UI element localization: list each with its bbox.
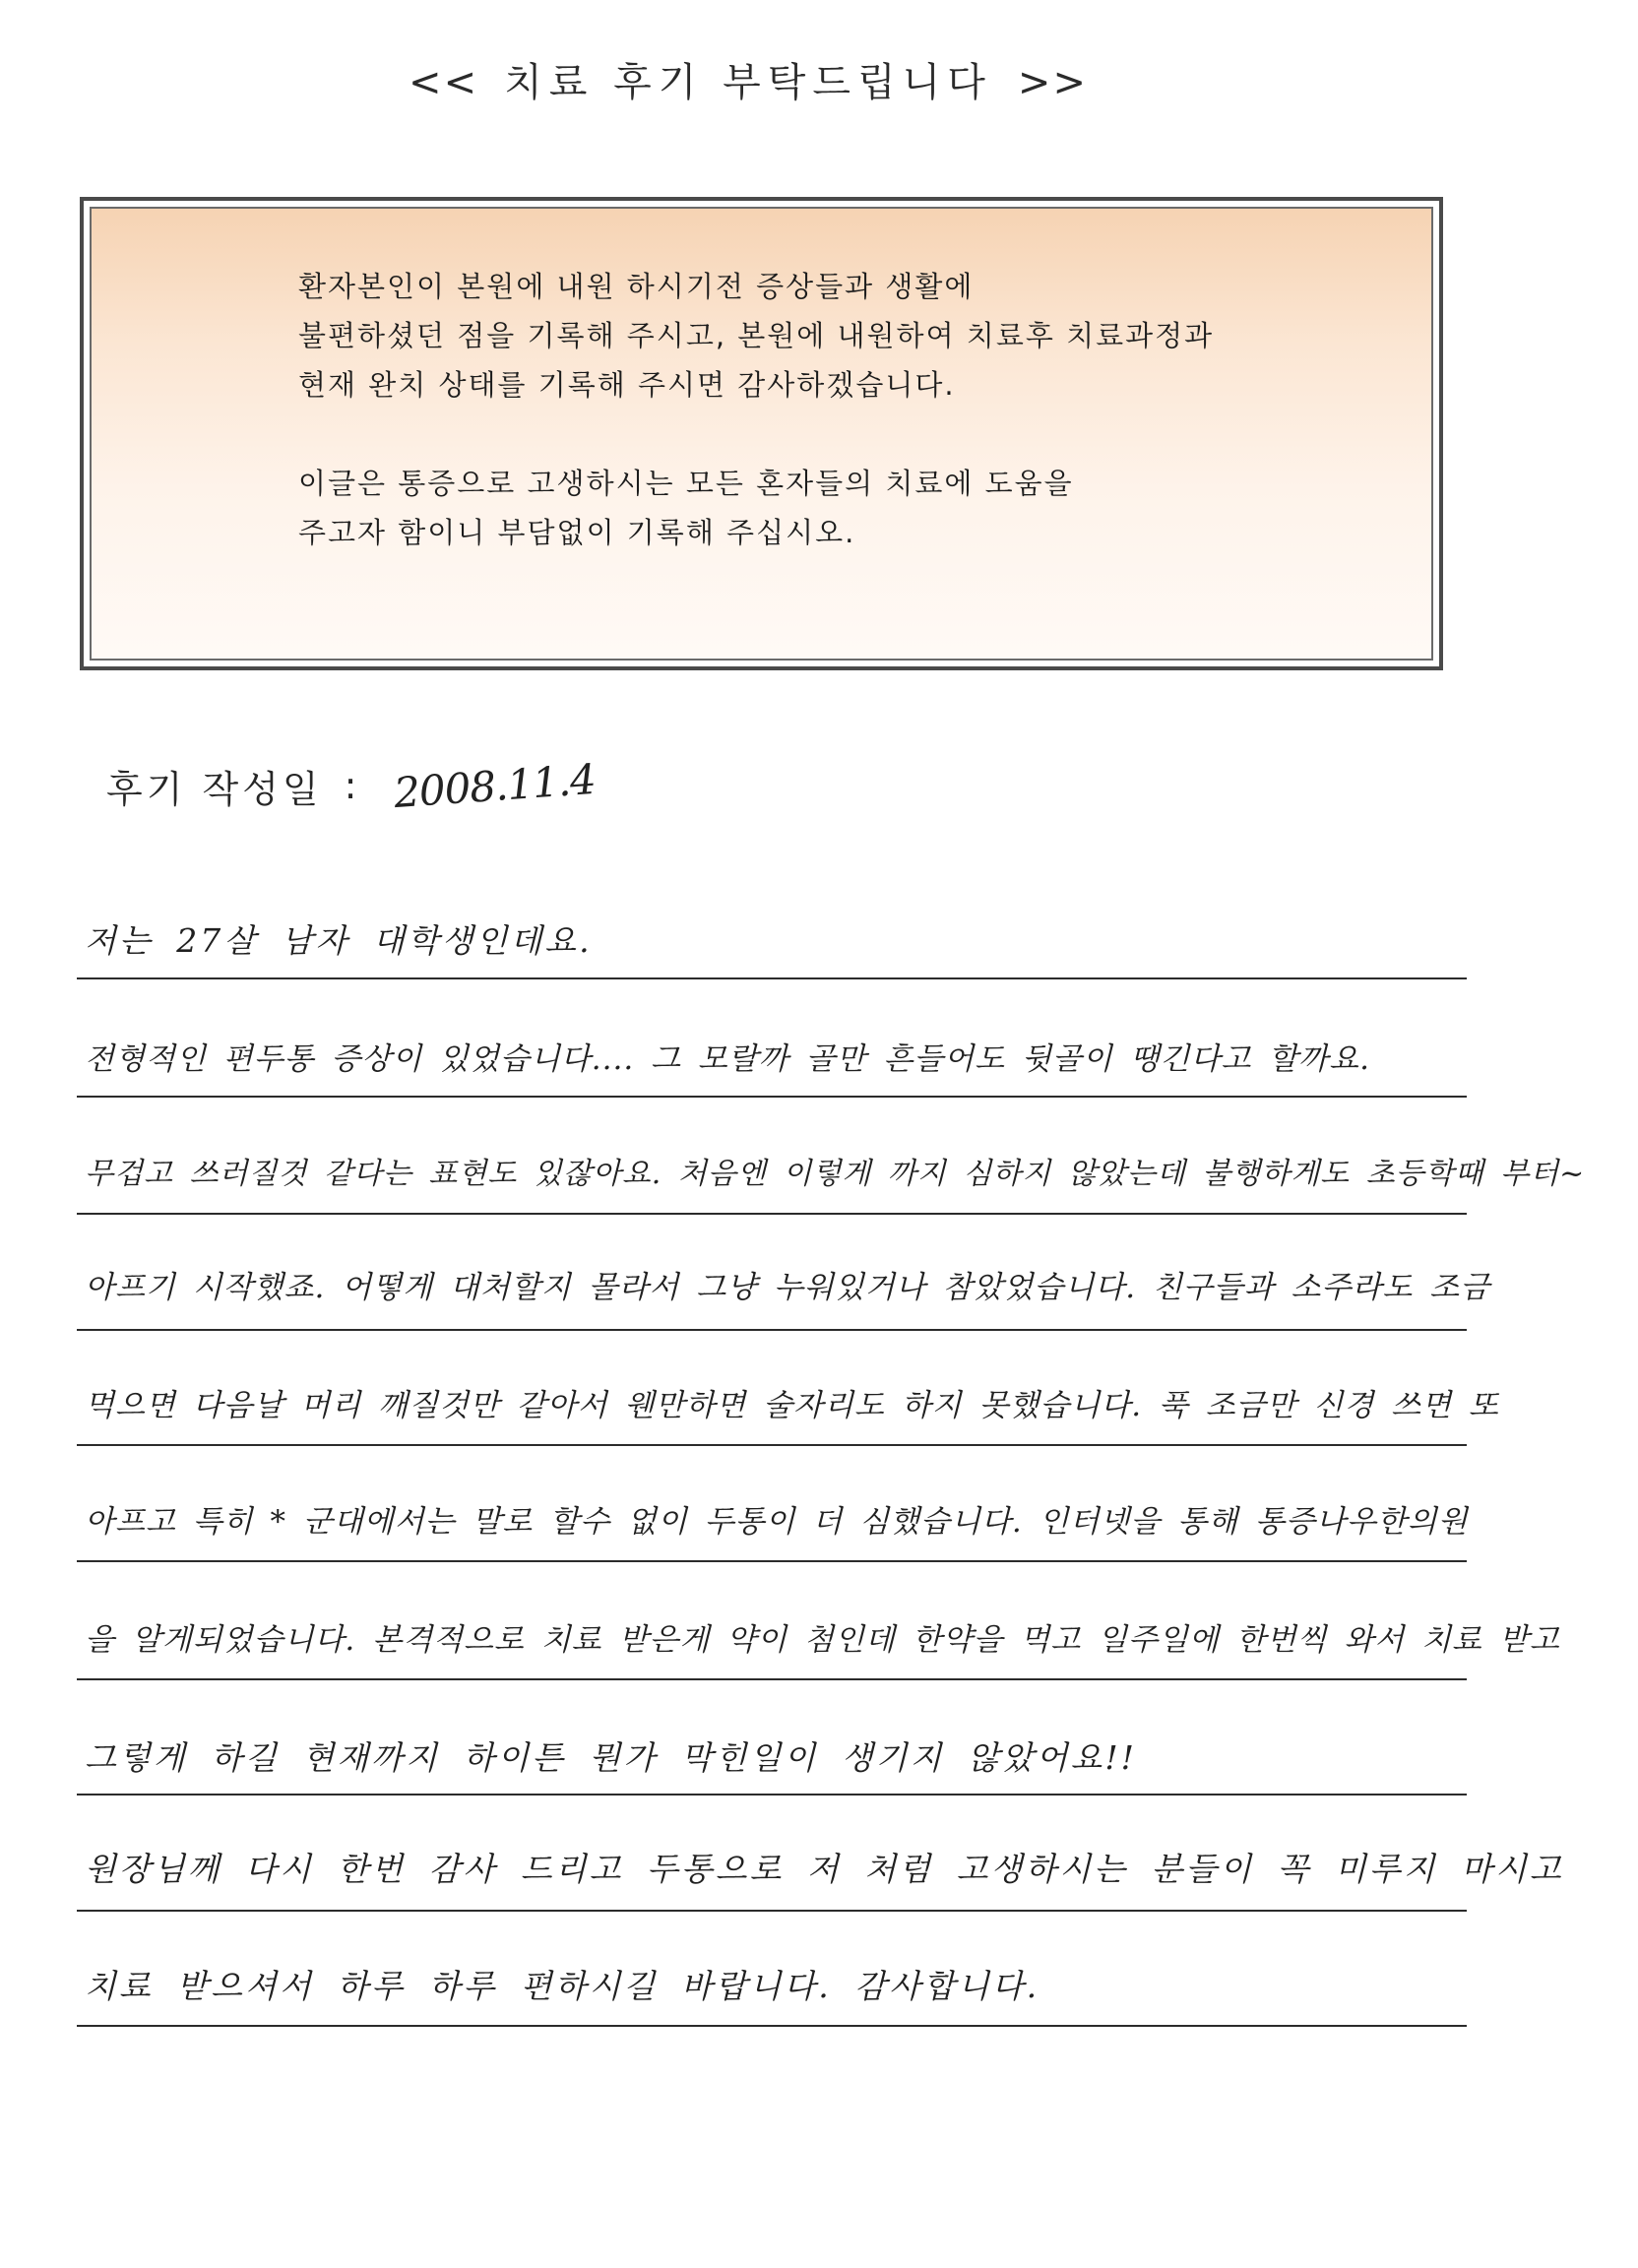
handwritten-line: 치료 받으셔서 하루 하루 편하시길 바랍니다. 감사합니다. (85, 1967, 1040, 2005)
writing-rule (77, 1678, 1467, 1680)
instruction-line: 불편하셨던 점을 기록해 주시고, 본원에 내원하여 치료후 치료과정과 (298, 319, 1215, 352)
writing-rule (77, 2025, 1467, 2027)
title-right-ornament: >> (1017, 60, 1088, 105)
writing-rule (77, 1794, 1467, 1796)
paragraph-gap (298, 410, 1431, 459)
writing-rule (77, 1213, 1467, 1215)
handwritten-line: 먹으면 다음날 머리 깨질것만 같아서 웬만하면 술자리도 하지 못했습니다. 푹 조금만 신경 쓰면 또 (85, 1388, 1499, 1423)
writing-rule (77, 1560, 1467, 1562)
handwritten-line: 전형적인 편두통 증상이 있었습니다.... 그 모랄까 골만 흔들어도 뒷골이 땡긴다고 할까요. (85, 1041, 1370, 1077)
instruction-line: 현재 완치 상태를 기록해 주시면 감사하겠습니다. (298, 368, 956, 402)
handwritten-line: 원장님께 다시 한번 감사 드리고 두통으로 저 처럼 고생하시는 분들이 꼭 미루지 마시고 (85, 1850, 1564, 1888)
instruction-line: 환자본인이 본원에 내원 하시기전 증상들과 생활에 (298, 270, 975, 303)
review-date-value: 2008.11.4 (392, 754, 598, 817)
review-date-colon: : (344, 764, 357, 807)
review-date-label: 후기 작성일 (106, 767, 323, 811)
title-text: 치료 후기 부탁드립니다 (504, 60, 992, 105)
writing-rule (77, 1910, 1467, 1912)
writing-rule (77, 1329, 1467, 1331)
handwritten-line: 을 알게되었습니다. 본격적으로 치료 받은게 약이 첨인데 한약을 먹고 일주일에 한번씩 와서 치료 받고 (85, 1622, 1560, 1658)
writing-rule (77, 1096, 1467, 1098)
instruction-line: 이글은 통증으로 고생하시는 모든 혼자들의 치료에 도움을 (298, 467, 1074, 500)
writing-rule (77, 977, 1467, 979)
handwritten-line: 무겁고 쓰러질것 같다는 표현도 있잖아요. 처음엔 이렇게 까지 심하지 않았는데 불행하게도 초등학때 부터~ (85, 1157, 1586, 1191)
handwritten-line: 아프기 시작했죠. 어떻게 대처할지 몰라서 그냥 누워있거나 참았었습니다. 친구들과 소주라도 조금 (85, 1270, 1491, 1305)
instruction-line: 주고자 함이니 부담없이 기록해 주십시오. (298, 516, 856, 549)
instruction-box-inner (90, 207, 1433, 661)
writing-rule (77, 1444, 1467, 1446)
review-date-row (106, 756, 596, 815)
instruction-box (80, 197, 1443, 670)
handwritten-line: 저는 27살 남자 대학생인데요. (85, 921, 593, 960)
title-left-ornament: << (409, 60, 479, 105)
page-title (0, 51, 1496, 107)
handwritten-line: 아프고 특히 * 군대에서는 말로 할수 없이 두통이 더 심했습니다. 인터넷을 통해 통증나우한의원 (85, 1504, 1469, 1540)
handwritten-line: 그렇게 하길 현재까지 하이튼 뭔가 막힌일이 생기지 않았어요!! (85, 1738, 1137, 1777)
